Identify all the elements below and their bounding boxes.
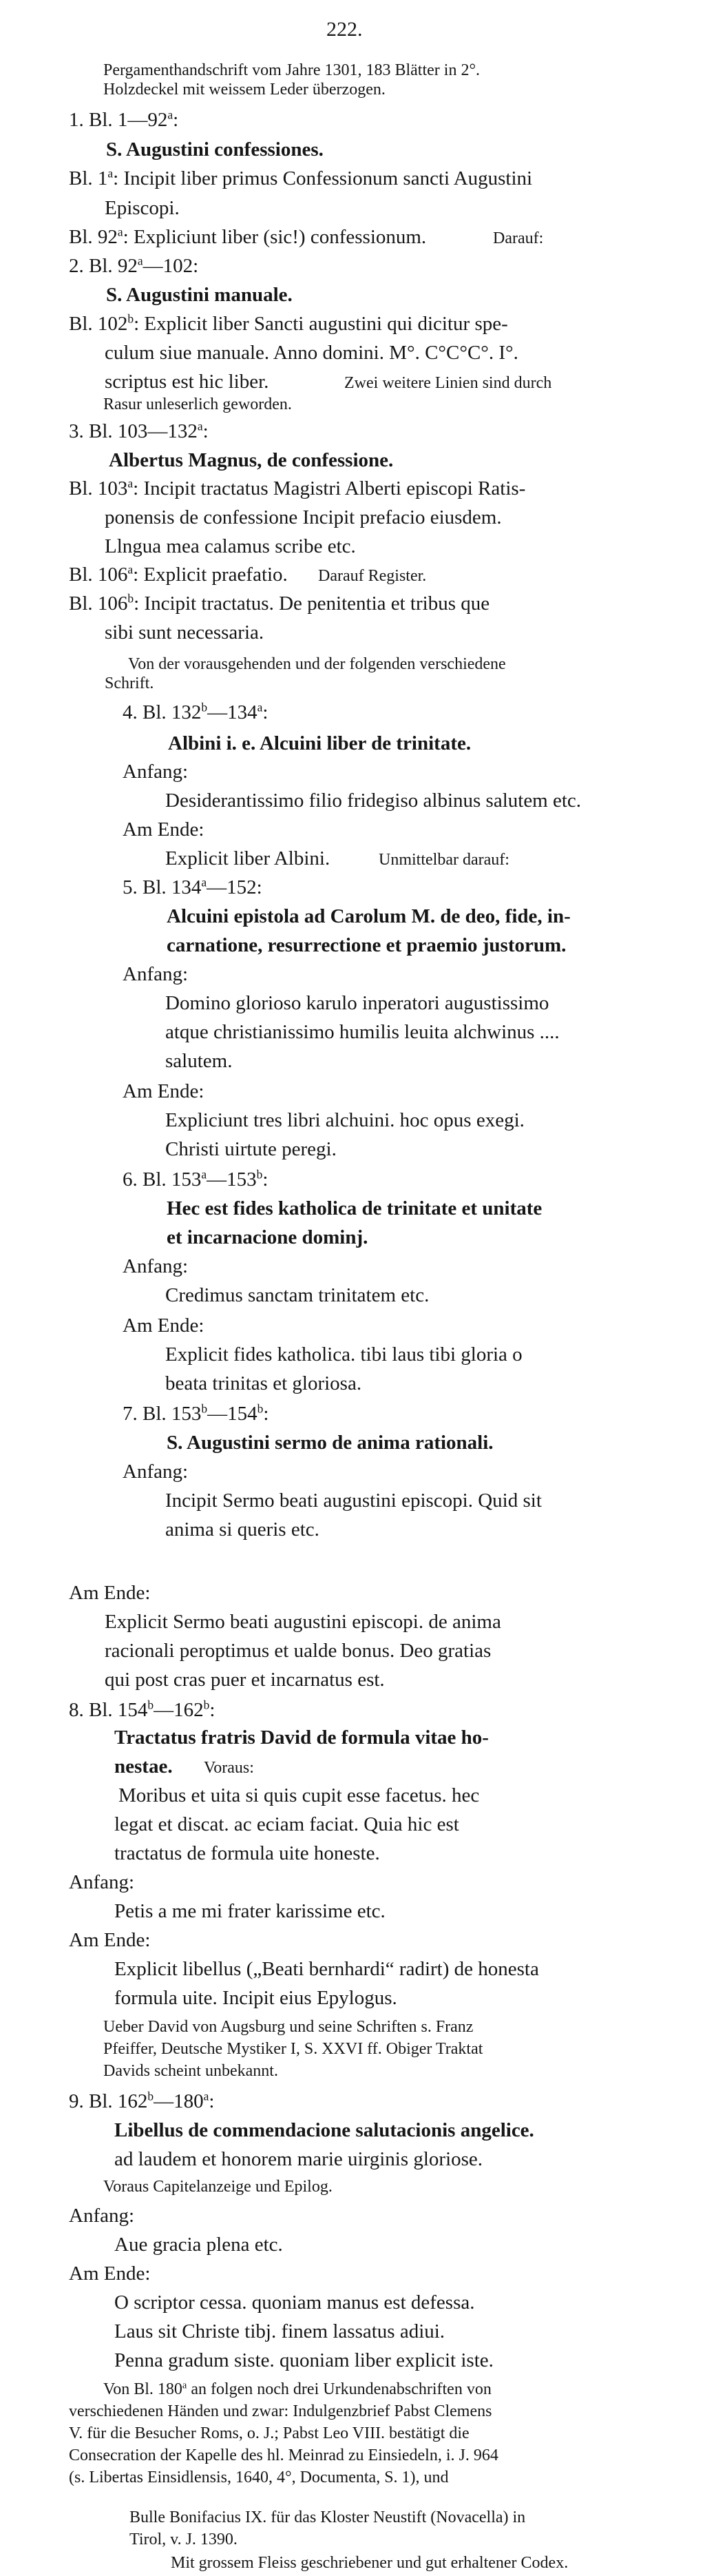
text-line: [114, 1728, 489, 1748]
text-line-main: 7. Bl. 153: [123, 1403, 202, 1425]
text-line-main: Darauf Register.: [318, 567, 427, 585]
text-line-main: Am Ende:: [123, 1315, 204, 1337]
text-line: [103, 2041, 483, 2057]
text-line-tail: —162: [154, 1699, 204, 1721]
text-line-main: Episcopi.: [105, 197, 180, 219]
text-line-tail: :: [209, 1699, 215, 1721]
text-line: [69, 2403, 492, 2420]
text-line: [103, 2178, 333, 2195]
text-line: [114, 1844, 380, 1864]
text-line: [69, 2206, 134, 2226]
text-line: [165, 1140, 337, 1160]
text-line: [165, 1051, 232, 1071]
text-line-tail: : Incipit tractatus Magistri Alberti episcopi Ratis-: [133, 477, 526, 499]
text-line-main: 4. Bl. 132: [123, 701, 202, 723]
text-line-tail: :: [173, 109, 179, 131]
folio-side-superscript: a: [117, 225, 123, 239]
text-line: [105, 675, 154, 692]
text-line-main: racionali peroptimus et ualde bonus. Deo gratias: [105, 1640, 492, 1662]
text-line-main: Hec est fides katholica de trinitate et unitate: [167, 1197, 543, 1219]
text-line-main: S. Augustini manuale.: [106, 284, 293, 306]
text-line-main: culum siue manuale. Anno domini. M°. C°C°C°. I°.: [105, 342, 518, 364]
text-line-main: S. Augustini confessiones.: [106, 138, 324, 161]
text-line: [69, 256, 198, 276]
text-line-main: verschiedenen Händen und zwar: Indulgenzbrief Pabst Clemens: [69, 2402, 492, 2420]
text-line-main: Incipit Sermo beati augustini episcopi. Quid sit: [165, 1490, 542, 1512]
text-line: [69, 1930, 150, 1950]
text-line: [165, 1022, 560, 1042]
text-line: [105, 372, 269, 392]
text-line-main: Bl. 106: [69, 593, 128, 615]
text-line: [69, 2447, 498, 2464]
text-line-main: legat et discat. ac eciam faciat. Quia hic est: [114, 1813, 459, 1835]
text-line: [129, 2531, 238, 2548]
text-line-main: 8. Bl. 154: [69, 1699, 148, 1721]
folio-side-superscript: a: [201, 875, 207, 889]
text-line-main: Alcuini epistola ad Carolum M. de deo, fide, in-: [167, 905, 571, 927]
text-line-main: carnatione, resurrectione et praemio justorum.: [167, 934, 567, 956]
text-line: [379, 852, 509, 868]
text-line-tail: :: [202, 420, 209, 442]
text-line: [114, 2235, 283, 2255]
text-line-main: Zwei weitere Linien sind durch: [344, 374, 552, 392]
text-line-main: 9. Bl. 162: [69, 2090, 148, 2112]
text-line: [103, 2381, 492, 2398]
text-line-main: Domino glorioso karulo inperatori augustissimo: [165, 992, 549, 1014]
text-line: [114, 1902, 386, 1921]
text-line-tail: :: [262, 1168, 269, 1191]
text-line: [106, 140, 324, 160]
text-line-main: Bl. 103: [69, 477, 128, 499]
text-line: [114, 2150, 483, 2170]
text-line-tail: an folgen noch drei Urkundenabschriften von: [187, 2380, 492, 2398]
text-line: [165, 1111, 525, 1131]
text-line: [69, 476, 526, 499]
text-line-main: Explicit liber Albini.: [165, 847, 330, 869]
text-line-main: Bl. 106: [69, 564, 128, 586]
text-line-main: Davids scheint unbekannt.: [103, 2062, 278, 2080]
text-line-main: ponensis de confessione Incipit prefacio eiusdem.: [105, 506, 502, 528]
text-line-main: Unmittelbar darauf:: [379, 851, 509, 869]
text-line-main: O scriptor cessa. quoniam manus est defessa.: [114, 2291, 475, 2314]
text-line: [165, 1520, 319, 1540]
text-line-main: Am Ende:: [69, 2263, 151, 2285]
text-line: [105, 1641, 491, 1661]
text-line: [114, 2121, 534, 2141]
text-line: [165, 993, 549, 1013]
text-line: [165, 849, 330, 869]
text-line-tail: :: [263, 1403, 269, 1425]
folio-side-superscript: a: [137, 254, 143, 268]
text-line-main: Anfang:: [123, 963, 189, 985]
text-line: [123, 1167, 269, 1191]
text-line: [123, 1401, 269, 1425]
text-line-main: qui post cras puer et incarnatus est.: [105, 1669, 385, 1691]
folio-side-superscript: b: [127, 591, 134, 606]
text-line: [123, 965, 188, 985]
text-line: [123, 1462, 188, 1482]
text-line: [114, 2293, 474, 2313]
text-line-tail: —154: [207, 1403, 257, 1425]
text-line-main: Bl. 1: [69, 167, 108, 189]
text-line-main: Anfang:: [123, 1255, 189, 1277]
folio-side-superscript: a: [167, 107, 173, 122]
folio-side-superscript: a: [127, 476, 134, 491]
folio-side-superscript: b: [147, 2089, 154, 2103]
text-line: [69, 1583, 150, 1603]
text-line-main: (s. Libertas Einsidlensis, 1640, 4°, Documenta, S. 1), und: [69, 2469, 449, 2486]
text-line-main: Bulle Bonifacius IX. für das Kloster Neustift (Novacella) in: [129, 2508, 526, 2526]
text-line: [165, 1491, 542, 1511]
text-line: [103, 396, 292, 413]
text-line-tail: —152:: [207, 876, 262, 898]
text-line-main: Albini i. e. Alcuini liber de trinitate.: [168, 732, 472, 754]
text-line: [105, 1612, 501, 1632]
text-line: [69, 591, 490, 615]
folio-side-superscript: b: [147, 1698, 154, 1712]
text-line-main: Desiderantissimo filio fridegiso albinus salutem etc.: [165, 790, 582, 812]
text-line: [69, 419, 209, 442]
text-line-main: Tirol, v. J. 1390.: [129, 2531, 238, 2548]
text-line: [103, 62, 480, 79]
text-line-tail: : Incipit liber primus Confessionum sancti Augustini: [113, 167, 533, 189]
folio-side-superscript: b: [127, 311, 134, 326]
text-line: [69, 2425, 470, 2442]
folio-side-superscript: b: [201, 1401, 208, 1416]
text-line: [493, 230, 543, 247]
text-line: [165, 791, 581, 811]
text-line-main: Explicit Sermo beati augustini episcopi. de anima: [105, 1611, 501, 1633]
text-line: [114, 2351, 494, 2371]
text-line-main: Am Ende:: [69, 1582, 151, 1604]
text-line-main: Am Ende:: [123, 1080, 204, 1102]
text-line-main: Christi uirtute peregi.: [165, 1138, 337, 1160]
text-line: [69, 1873, 134, 1893]
folio-side-superscript: a: [197, 419, 203, 433]
text-line: [105, 1670, 385, 1690]
text-line-main: Credimus sanctam trinitatem etc.: [165, 1284, 430, 1306]
text-line: [123, 1257, 188, 1277]
text-line-main: Von der vorausgehenden und der folgenden verschiedene: [128, 655, 506, 673]
text-line: [167, 1228, 368, 1248]
text-line-main: sibi sunt necessaria.: [105, 621, 264, 643]
text-line: [165, 1286, 429, 1306]
text-line-main: Am Ende:: [69, 1929, 151, 1951]
text-line: [123, 1082, 204, 1102]
text-line-tail: —102:: [143, 255, 199, 277]
text-line: [123, 875, 262, 898]
text-line-main: 2. Bl. 92: [69, 255, 138, 277]
text-line-main: Aue gracia plena etc.: [114, 2234, 283, 2256]
text-line-main: Tractatus fratris David de formula vitae ho-: [114, 1727, 489, 1749]
text-line: [114, 1988, 397, 2008]
text-line-main: Bl. 92: [69, 226, 118, 248]
text-line-tail: : Explicit liber Sancti augustini qui dicitur spe-: [134, 313, 508, 335]
text-line-tail: :: [209, 2090, 215, 2112]
text-line: [123, 762, 188, 782]
text-line: [344, 375, 551, 391]
text-line-tail: : Incipit tractatus. De penitentia et tribus que: [134, 593, 490, 615]
text-line-main: Consecration der Kapelle des hl. Meinrad zu Einsiedeln, i. J. 964: [69, 2446, 498, 2464]
text-line-main: Explicit fides katholica. tibi laus tibi gloria o: [165, 1343, 523, 1366]
text-line: [105, 537, 356, 557]
text-line-main: Libellus de commendacione salutacionis angelice.: [114, 2119, 534, 2141]
text-line: [105, 508, 502, 528]
text-line: [165, 1345, 523, 1365]
text-line-main: Am Ende:: [123, 818, 204, 841]
text-line-main: Anfang:: [123, 761, 189, 783]
text-line-main: Expliciunt tres libri alchuini. hoc opus exegi.: [165, 1109, 525, 1131]
text-line: [171, 2555, 568, 2571]
text-line: [103, 2063, 278, 2079]
folio-side-superscript: a: [257, 700, 263, 714]
folio-side-superscript: b: [257, 1401, 264, 1416]
text-line-main: beata trinitas et gloriosa.: [165, 1372, 362, 1394]
text-line-main: salutem.: [165, 1050, 233, 1072]
folio-side-superscript: a: [201, 1167, 207, 1182]
text-line-main: Petis a me mi frater karissime etc.: [114, 1900, 386, 1922]
text-line-main: formula uite. Incipit eius Epylogus.: [114, 1987, 397, 2009]
text-line-tail: : Expliciunt liber (sic!) confessionum.: [123, 226, 427, 248]
text-line-main: anima si queris etc.: [165, 1518, 319, 1541]
text-line: [105, 343, 518, 363]
page-number: 222.: [326, 18, 363, 41]
text-line: [318, 568, 426, 584]
text-line: [109, 451, 393, 471]
text-line-tail: —180: [154, 2090, 204, 2112]
text-line-main: Mit grossem Fleiss geschriebener und gut erhaltener Codex.: [171, 2554, 569, 2572]
text-line: [204, 1760, 254, 1776]
folio-side-superscript: b: [201, 700, 208, 714]
text-line-tail: : Explicit praefatio.: [133, 564, 288, 586]
text-line-main: 3. Bl. 103—132: [69, 420, 198, 442]
folio-side-superscript: b: [203, 1698, 210, 1712]
text-line-main: Von Bl. 180: [103, 2380, 182, 2398]
text-line-main: 6. Bl. 153: [123, 1168, 202, 1191]
text-line-main: S. Augustini sermo de anima rationali.: [167, 1432, 494, 1454]
folio-side-superscript: a: [203, 2089, 209, 2103]
text-line-main: V. für die Besucher Roms, o. J.; Pabst Leo VIII. bestätigt die: [69, 2424, 470, 2442]
text-line-tail: —153: [207, 1168, 257, 1191]
text-line-main: Moribus et uita si quis cupit esse facetus. hec: [118, 1784, 480, 1806]
text-line: [114, 1959, 539, 1979]
text-line: [114, 2322, 445, 2342]
text-line: [167, 907, 571, 927]
text-line: [69, 311, 508, 335]
text-line-main: nestae.: [114, 1755, 173, 1778]
text-line-main: et incarnacione dominj.: [167, 1226, 368, 1248]
text-line-main: Albertus Magnus, de confessione.: [109, 449, 394, 471]
text-line-tail: —134: [207, 701, 257, 723]
text-line: [123, 700, 269, 723]
text-line: [105, 198, 180, 218]
text-line-main: Explicit libellus („Beati bernhardi“ radirt) de honesta: [114, 1958, 539, 1980]
text-line: [69, 2469, 449, 2486]
text-line-main: Schrift.: [105, 674, 154, 692]
text-line-main: scriptus est hic liber.: [105, 371, 269, 393]
text-line-tail: :: [262, 701, 269, 723]
text-line-main: Anfang:: [123, 1461, 189, 1483]
text-line-main: Darauf:: [493, 229, 544, 247]
text-line: [69, 166, 533, 189]
text-line: [69, 227, 426, 247]
text-line-main: Holzdeckel mit weissem Leder überzogen.: [103, 81, 386, 99]
text-line-main: 1. Bl. 1—92: [69, 109, 168, 131]
text-line: [123, 820, 204, 840]
text-line: [114, 1757, 173, 1777]
text-line: [114, 1815, 459, 1835]
text-line: [69, 1700, 215, 1720]
text-line: [167, 1199, 542, 1219]
text-line: [103, 2019, 473, 2035]
text-line: [167, 1433, 494, 1453]
text-line: [69, 562, 288, 586]
text-line-main: Bl. 102: [69, 313, 128, 335]
text-line: [103, 81, 386, 98]
text-line: [69, 2089, 215, 2112]
text-line-main: Pfeiffer, Deutsche Mystiker I, S. XXVI ff. Obiger Traktat: [103, 2040, 483, 2058]
text-line: [106, 285, 293, 305]
text-line-main: Ueber David von Augsburg und seine Schriften s. Franz: [103, 2018, 474, 2036]
text-line: [129, 2509, 525, 2526]
text-line: [69, 2264, 150, 2284]
text-line-main: ad laudem et honorem marie uirginis gloriose.: [114, 2148, 483, 2170]
text-line-main: Llngua mea calamus scribe etc.: [105, 535, 356, 557]
text-line: [69, 107, 179, 131]
text-line-main: Voraus:: [204, 1759, 254, 1777]
text-line: [128, 656, 506, 672]
text-line: [167, 936, 566, 956]
text-line: [105, 623, 264, 643]
folio-side-superscript: b: [256, 1167, 263, 1182]
text-line: [165, 1374, 361, 1394]
text-line: [118, 1786, 479, 1806]
text-line-main: Voraus Capitelanzeige und Epilog.: [103, 2178, 333, 2196]
folio-side-superscript: a: [127, 562, 134, 577]
text-line-main: Rasur unleserlich geworden.: [103, 395, 292, 413]
text-line: [123, 1316, 204, 1336]
text-line-main: Penna gradum siste. quoniam liber explicit iste.: [114, 2349, 494, 2371]
folio-side-superscript: a: [107, 166, 114, 181]
text-line-main: Anfang:: [69, 2205, 135, 2227]
text-line-main: tractatus de formula uite honeste.: [114, 1842, 380, 1864]
text-line-main: Laus sit Christe tibj. finem lassatus adiui.: [114, 2320, 445, 2342]
text-line-main: Anfang:: [69, 1871, 135, 1893]
text-line-main: atque christianissimo humilis leuita alchwinus ....: [165, 1021, 560, 1043]
text-line: [168, 734, 471, 754]
folio-side-superscript: a: [182, 2380, 187, 2391]
text-line-main: Pergamenthandschrift vom Jahre 1301, 183 Blätter in 2°.: [103, 61, 481, 79]
text-line-main: 5. Bl. 134: [123, 876, 202, 898]
